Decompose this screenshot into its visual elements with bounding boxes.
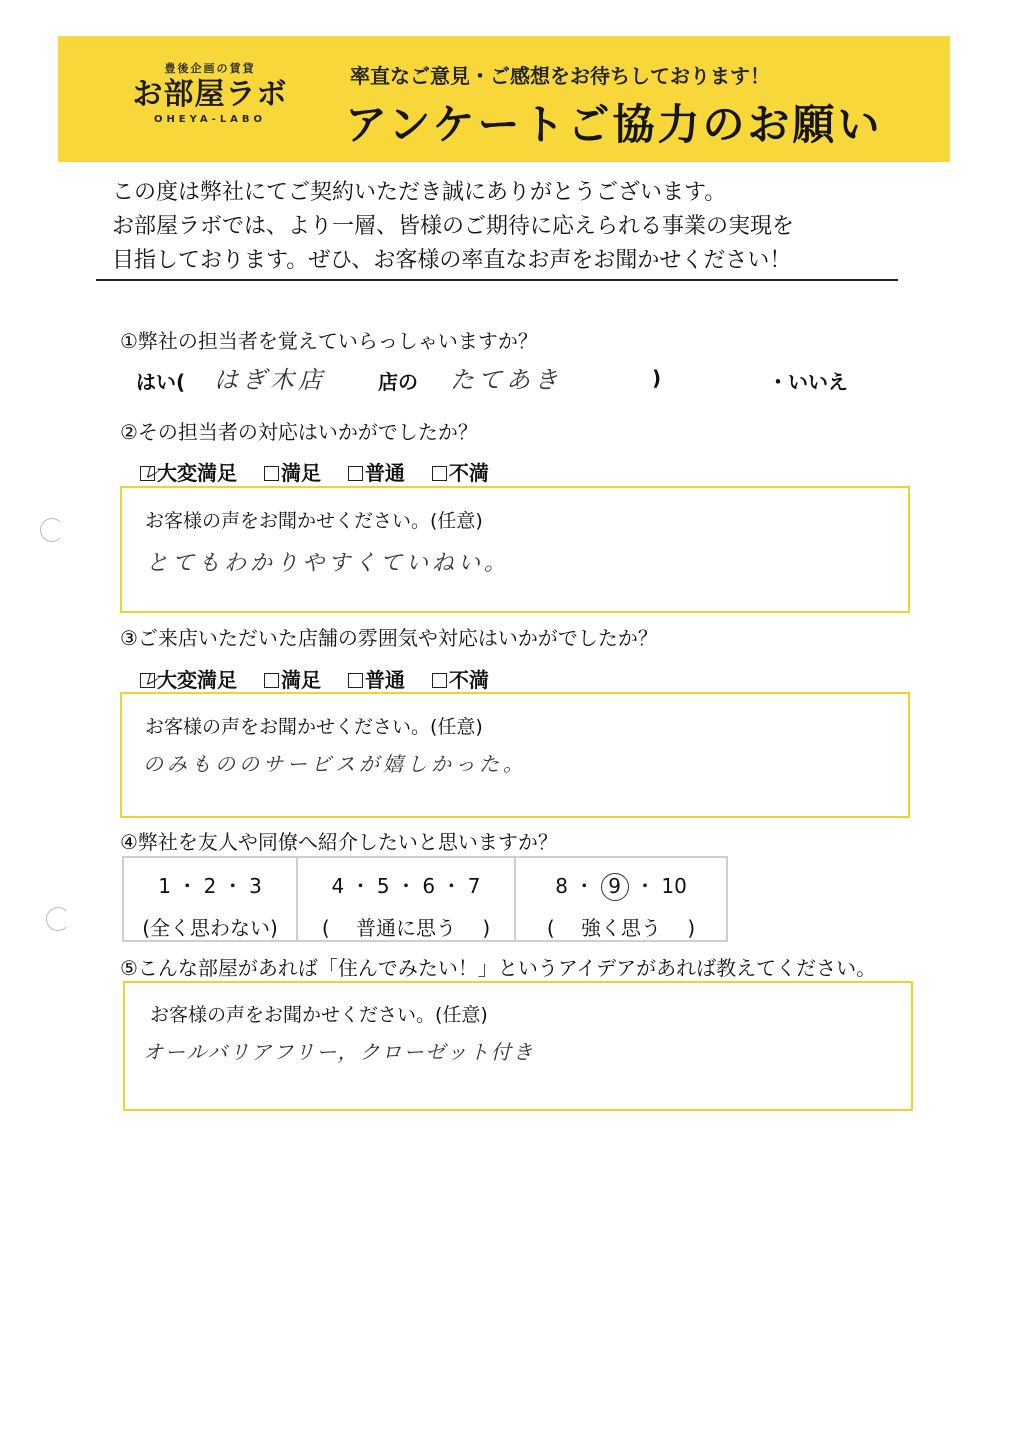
q2-option-very-satisfied[interactable]: レ 大変満足 (140, 461, 237, 485)
rating-label: ( 普通に思う ) (321, 916, 491, 940)
q2-option-dissatisfied[interactable]: 不満 (432, 461, 489, 485)
selected-rating-circle: 9 (601, 873, 629, 901)
rating-label: ( 強く思う ) (546, 916, 696, 940)
rating-group-low[interactable] (124, 858, 298, 940)
intro-divider (96, 279, 898, 281)
punch-hole-icon (40, 518, 64, 542)
intro-line-1: この度は弊社にてご契約いただき誠にありがとうございます。 (112, 180, 727, 205)
check-mark-icon: レ (142, 462, 160, 483)
rating-numbers: 4 ・ 5 ・ 6 ・ 7 (331, 874, 481, 898)
rating-group-mid[interactable] (298, 858, 516, 940)
rating-numbers: 8 ・ 9 ・ 10 (516, 870, 726, 901)
q1-branch-answer: はぎ木店 (214, 366, 326, 394)
q3-question: ③ご来店いただいた店舗の雰囲気や対応はいかがでしたか？ (120, 626, 658, 650)
q5-comment-label: お客様の声をお聞かせください。(任意) (150, 1004, 488, 1026)
q1-close-paren: ) (652, 366, 662, 390)
checkbox[interactable] (264, 466, 279, 481)
q1-staff-answer: たてあき (450, 366, 562, 394)
rating-group-high[interactable] (516, 858, 726, 940)
q3-option-satisfied[interactable]: 満足 (264, 668, 321, 692)
q2-option-normal[interactable]: 普通 (348, 461, 405, 485)
q3-comment-answer: のみもののサービスが嬉しかった。 (143, 752, 527, 776)
intro-line-2: お部屋ラボでは、より一層、皆様のご期待に応えられる事業の実現を (112, 214, 795, 239)
q5-comment-answer: オールバリアフリー，クローゼット付き (143, 1040, 535, 1064)
checkbox[interactable] (348, 466, 363, 481)
q3-options (140, 664, 509, 693)
checkbox[interactable] (432, 466, 447, 481)
checkbox[interactable] (348, 673, 363, 688)
checkbox[interactable] (264, 673, 279, 688)
q2-comment-answer: とてもわかりやすくていねい。 (146, 551, 511, 576)
q3-option-very-satisfied[interactable]: レ 大変満足 (140, 668, 237, 692)
rating-numbers: 1 ・ 2 ・ 3 (158, 874, 262, 898)
intro-line-3: 目指しております。ぜひ、お客様の率直なお声をお聞かせください！ (112, 248, 792, 273)
header-subtitle: 率直なご意見・ご感想をお待ちしております！ (350, 64, 770, 88)
punch-hole-icon (46, 907, 70, 931)
logo (112, 60, 308, 146)
q1-question: ①弊社の担当者を覚えていらっしゃいますか？ (120, 329, 538, 353)
q2-option-satisfied[interactable]: 満足 (264, 461, 321, 485)
q1-store-label: 店の (378, 370, 418, 394)
q1-yes-label: はい( (136, 370, 186, 394)
logo-tagline: 豊後企画の賃貸 (164, 62, 256, 75)
checkbox[interactable] (432, 673, 447, 688)
q4-rating-scale (122, 856, 728, 942)
q2-question: ②その担当者の対応はいかがでしたか？ (120, 420, 478, 444)
page-title: アンケートご協力のお願い (345, 100, 883, 149)
logo-romaji: OHEYA-LABO (153, 114, 267, 125)
checkbox-checked[interactable] (140, 669, 160, 690)
q3-comment-label: お客様の声をお聞かせください。(任意) (145, 716, 483, 738)
q3-option-dissatisfied[interactable]: 不満 (432, 668, 489, 692)
checkbox-checked[interactable] (140, 462, 160, 483)
q4-question: ④弊社を友人や同僚へ紹介したいと思いますか？ (120, 830, 558, 854)
q2-comment-label: お客様の声をお聞かせください。(任意) (145, 510, 483, 532)
q1-no-option[interactable]: ・いいえ (768, 370, 848, 394)
q5-question: ⑤こんな部屋があれば「住んでみたい！」というアイデアがあれば教えてください。 (120, 956, 877, 980)
q2-options (140, 457, 509, 486)
q3-option-normal[interactable]: 普通 (348, 668, 405, 692)
rating-label: (全く思わない) (142, 916, 278, 940)
check-mark-icon: レ (142, 669, 160, 690)
logo-name: お部屋ラボ (132, 77, 288, 112)
